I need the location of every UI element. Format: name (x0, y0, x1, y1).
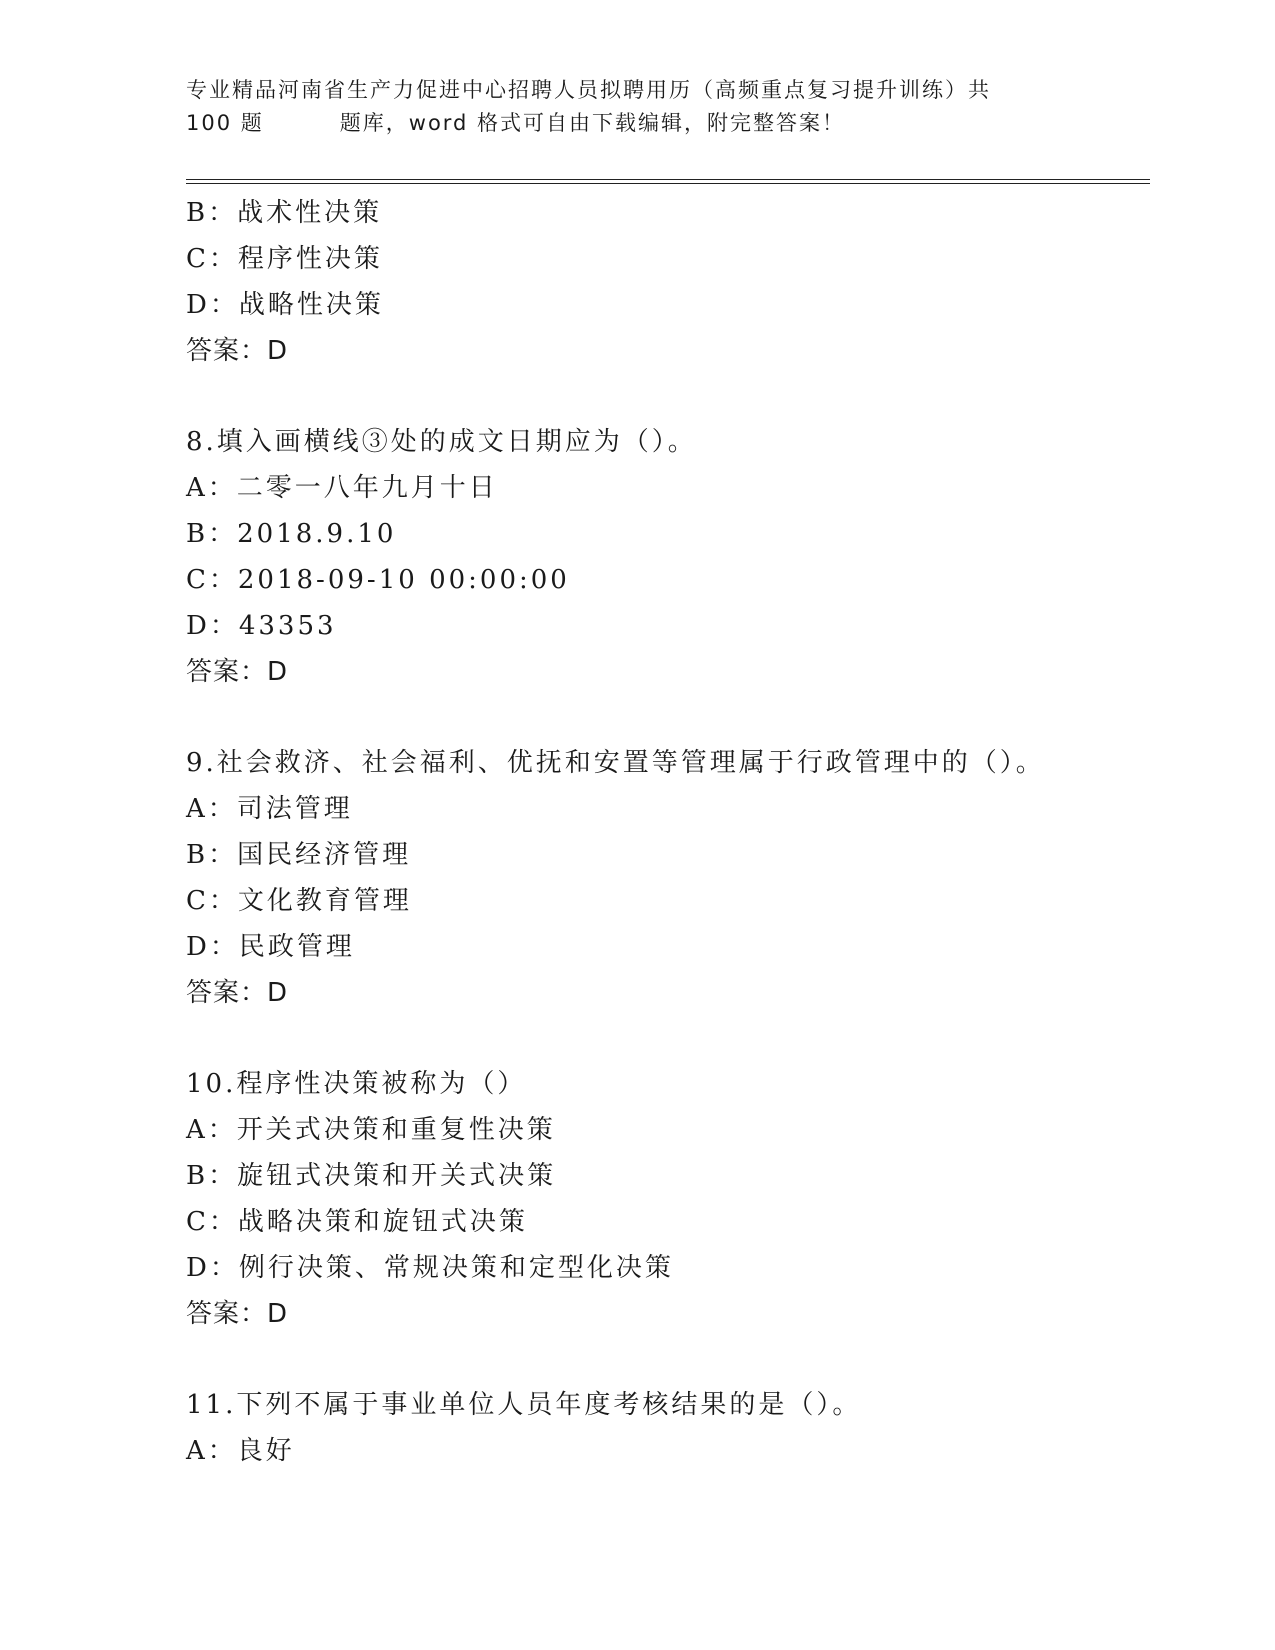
option-a: A：开关式决策和重复性决策 (186, 1115, 556, 1145)
question-9 (186, 740, 1146, 1016)
question-8 (186, 419, 1146, 695)
header-rule-top (186, 179, 1150, 180)
option-a: A：二零一八年九月十日 (186, 473, 498, 503)
question-text: 9.社会救济、社会福利、优抚和安置等管理属于行政管理中的（）。 (186, 748, 1045, 778)
header-question-count: 100 题 (186, 111, 264, 135)
answer: 答案：D (186, 336, 289, 366)
header-line-1: 专业精品河南省生产力促进中心招聘人员拟聘用历（高频重点复习提升训练）共 (186, 78, 991, 102)
header-line-2 (186, 107, 1086, 140)
option-c: C：程序性决策 (186, 244, 383, 274)
question-11 (186, 1382, 1146, 1474)
option-b: B：战术性决策 (186, 198, 383, 228)
question-text: 8.填入画横线③处的成文日期应为（）。 (186, 427, 697, 457)
answer: 答案：D (186, 1299, 289, 1329)
option-d: D：战略性决策 (186, 290, 384, 320)
spacer (186, 374, 1146, 419)
header-gap (264, 107, 340, 140)
question-7-tail (186, 190, 1146, 374)
option-b: B：国民经济管理 (186, 840, 412, 870)
spacer (186, 1016, 1146, 1061)
option-d: D：民政管理 (186, 932, 355, 962)
question-text: 10.程序性决策被称为（） (186, 1069, 527, 1099)
header-description: 题库，word 格式可自由下载编辑，附完整答案！ (339, 111, 846, 135)
option-d: D：例行决策、常规决策和定型化决策 (186, 1253, 674, 1283)
option-b: B：旋钮式决策和开关式决策 (186, 1161, 557, 1191)
option-c: C：战略决策和旋钮式决策 (186, 1207, 528, 1237)
option-a: A：司法管理 (186, 794, 353, 824)
question-text: 11.下列不属于事业单位人员年度考核结果的是（）。 (186, 1390, 862, 1420)
option-c: C：2018-09-10 00:00:00 (186, 565, 570, 595)
answer: 答案：D (186, 657, 289, 687)
option-a: A：良好 (186, 1436, 295, 1466)
spacer (186, 1337, 1146, 1382)
header-rule-bottom (186, 183, 1150, 184)
document-header (186, 74, 1086, 140)
option-d: D：43353 (186, 611, 337, 641)
spacer (186, 695, 1146, 740)
question-10 (186, 1061, 1146, 1337)
option-b: B：2018.9.10 (186, 519, 397, 549)
answer: 答案：D (186, 978, 289, 1008)
document-body (186, 190, 1146, 1474)
option-c: C：文化教育管理 (186, 886, 412, 916)
